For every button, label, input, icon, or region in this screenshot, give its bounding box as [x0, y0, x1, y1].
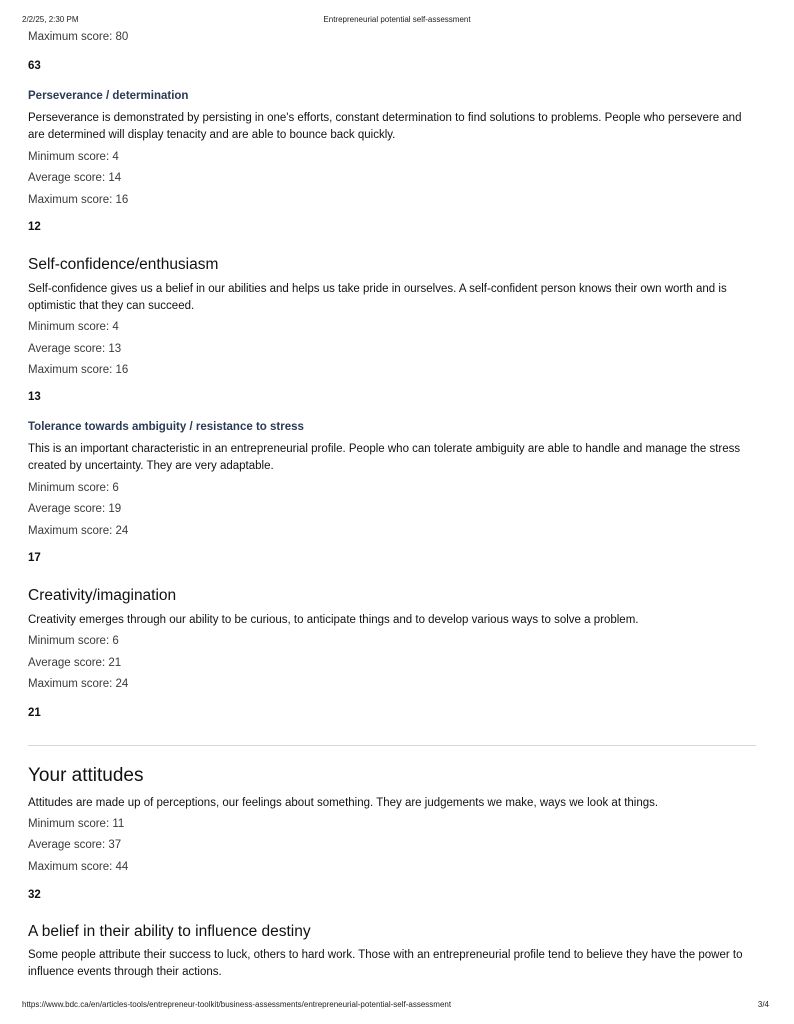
prev-max-score: Maximum score: 80	[28, 31, 129, 43]
creativity-avg-score: Average score: 21	[28, 657, 122, 669]
attitudes-min-score: Minimum score: 11	[28, 818, 125, 830]
print-page-url: https://www.bdc.ca/en/articles-tools/entrepreneur-toolkit/business-assessments/entrepreneurial-potential-self-assessment	[22, 1000, 452, 1009]
print-page-title: Entrepreneurial potential self-assessment	[323, 15, 471, 24]
self-confidence-description: Self-confidence gives us a belief in our abilities and helps us take pride in ourselves. A self-confident person knows their own worth and is optimistic that they can succeed.	[28, 283, 727, 312]
self-confidence-max-score: Maximum score: 16	[28, 364, 129, 376]
tolerance-max-score: Maximum score: 24	[28, 525, 129, 537]
tolerance-description: This is an important characteristic in an entrepreneurial profile. People who can tolerate ambiguity are able to handle and manage the stress created by uncertainty. They are very adaptable.	[28, 443, 741, 472]
creativity-description: Creativity emerges through our ability to be curious, to anticipate things and to develop various ways to solve a problem.	[28, 614, 639, 626]
perseverance-max-score: Maximum score: 16	[28, 194, 129, 206]
self-confidence-min-score: Minimum score: 4	[28, 321, 119, 333]
print-datetime: 2/2/25, 2:30 PM	[22, 15, 79, 24]
creativity-heading: Creativity/imagination	[28, 587, 177, 604]
attitudes-avg-score: Average score: 37	[28, 839, 122, 851]
perseverance-heading: Perseverance / determination	[28, 90, 189, 102]
section-divider	[28, 745, 756, 746]
attitudes-result-score: 32	[28, 889, 41, 901]
tolerance-min-score: Minimum score: 6	[28, 482, 119, 494]
perseverance-avg-score: Average score: 14	[28, 172, 122, 184]
print-header	[0, 15, 794, 27]
attitudes-max-score: Maximum score: 44	[28, 861, 129, 873]
perseverance-description: Perseverance is demonstrated by persisting in one's efforts, constant determination to find solutions to problems. People who persevere and are determined will display tenacity and are able to bounce back quickly.	[28, 112, 742, 141]
perseverance-result-score: 12	[28, 221, 41, 233]
creativity-min-score: Minimum score: 6	[28, 635, 119, 647]
print-page-number: 3/4	[757, 1000, 769, 1009]
self-confidence-avg-score: Average score: 13	[28, 343, 122, 355]
destiny-heading: A belief in their ability to influence destiny	[28, 923, 311, 940]
tolerance-result-score: 17	[28, 552, 41, 564]
creativity-max-score: Maximum score: 24	[28, 678, 129, 690]
self-confidence-heading: Self-confidence/enthusiasm	[28, 256, 219, 273]
attitudes-heading: Your attitudes	[28, 765, 144, 786]
prev-result-score: 63	[28, 60, 41, 72]
tolerance-heading: Tolerance towards ambiguity / resistance to stress	[28, 421, 304, 433]
perseverance-min-score: Minimum score: 4	[28, 151, 119, 163]
self-confidence-result-score: 13	[28, 391, 41, 403]
print-footer	[0, 1000, 794, 1012]
creativity-result-score: 21	[28, 707, 41, 719]
destiny-description: Some people attribute their success to luck, others to hard work. Those with an entrepreneurial profile tend to believe they have the power to influence events through their actions.	[28, 949, 743, 978]
tolerance-avg-score: Average score: 19	[28, 503, 122, 515]
attitudes-description: Attitudes are made up of perceptions, our feelings about something. They are judgements we make, ways we look at things.	[28, 797, 659, 809]
